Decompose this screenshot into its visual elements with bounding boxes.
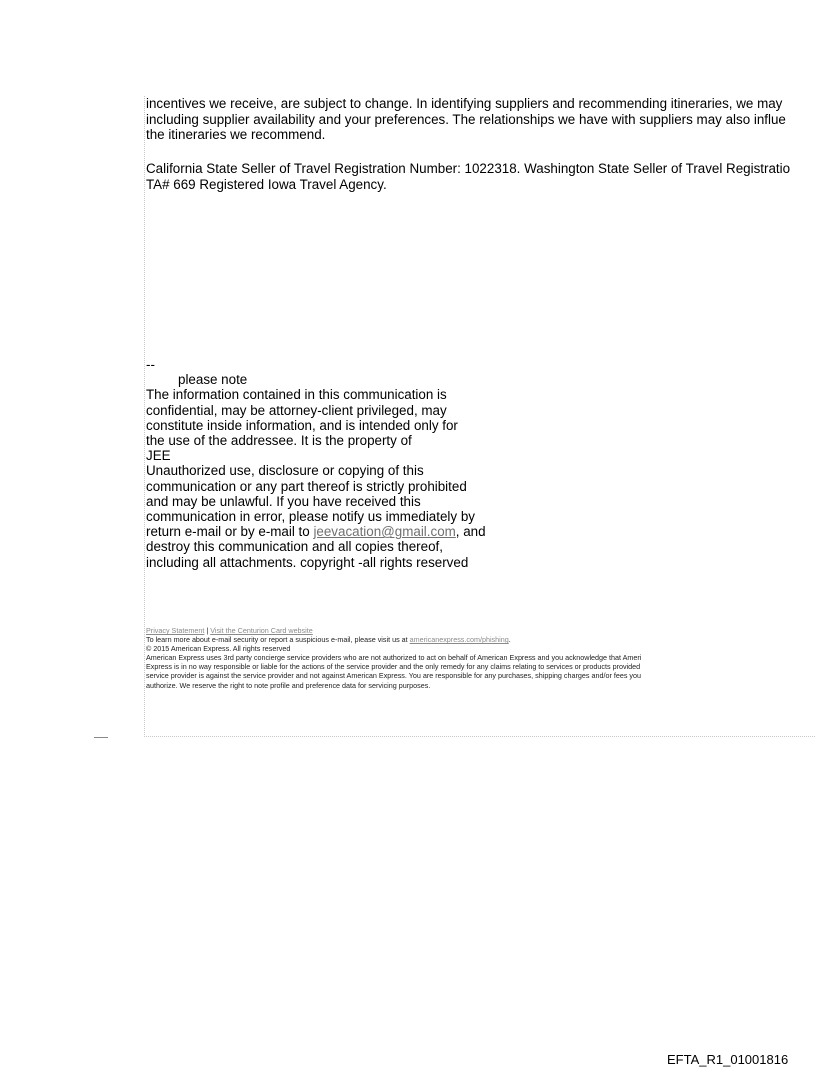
- signature-separator: --: [146, 357, 155, 372]
- signature-return-line: [146, 524, 546, 539]
- text-line: TA# 669 Registered Iowa Travel Agency.: [146, 176, 387, 192]
- disclaimer-line: American Express uses 3rd party concierge service providers who are not authorized to act on behalf of American Express and you acknowledge that Ameri: [146, 653, 642, 663]
- signature-line: destroy this communication and all copies thereof,: [146, 539, 443, 555]
- copyright-notice: © 2015 American Express. All rights reserved: [146, 644, 291, 654]
- signature-line: The information contained in this communication is: [146, 387, 447, 403]
- signature-line: including all attachments. copyright -all rights reserved: [146, 554, 469, 570]
- return-suffix: , and: [455, 524, 486, 540]
- text-line: including supplier availability and your preferences. The relationships we have with suppliers may also influe: [146, 111, 786, 127]
- agency-disclosure-paragraph: [146, 96, 816, 143]
- text-line: the itineraries we recommend.: [146, 127, 326, 142]
- centurion-card-link[interactable]: Visit the Centurion Card website: [210, 626, 313, 635]
- email-signature: [146, 357, 546, 570]
- document-id-stamp: EFTA_R1_01001816: [667, 1052, 789, 1067]
- signature-heading: please note: [178, 372, 248, 388]
- footer-link-separator: |: [204, 626, 211, 635]
- email-link[interactable]: jeevacation@gmail.com: [313, 524, 456, 540]
- signature-line: Unauthorized use, disclosure or copying of this: [146, 463, 424, 479]
- signature-line: communication in error, please notify us immediately by: [146, 509, 475, 525]
- text-line: incentives we receive, are subject to change. In identifying suppliers and recommending itineraries, we may: [146, 96, 783, 111]
- privacy-statement-link[interactable]: Privacy Statement: [146, 626, 205, 635]
- signature-line: constitute inside information, and is intended only for: [146, 417, 458, 433]
- signature-line: the use of the addressee. It is the property of: [146, 433, 412, 449]
- signature-line: confidential, may be attorney-client privileged, may: [146, 402, 447, 418]
- signature-line: JEE: [146, 448, 171, 464]
- disclaimer-line: Express is in no way responsible or liable for the actions of the service provider and the only remedy for any claims relating to services or products provided: [146, 662, 641, 672]
- text-line: California State Seller of Travel Registration Number: 1022318. Washington State Seller of Travel Registratio: [146, 161, 791, 176]
- disclaimer-line: authorize. We reserve the right to note profile and preference data for servicing purposes.: [146, 680, 431, 690]
- phishing-link[interactable]: americanexpress.com/phishing: [409, 635, 509, 645]
- disclaimer-line: service provider is against the service provider and not against American Express. You are responsible for any purchases, shipping charges and/or fees you: [146, 671, 642, 681]
- divider-mark: [94, 737, 108, 738]
- security-text: To learn more about e-mail security or report a suspicious e-mail, please visit us at: [146, 635, 410, 645]
- amex-footer: [146, 626, 816, 690]
- signature-line: and may be unlawful. If you have received this: [146, 493, 421, 509]
- footer-links: [146, 626, 816, 635]
- security-notice: [146, 635, 816, 644]
- return-prefix: return e-mail or by e-mail to: [146, 524, 314, 540]
- seller-of-travel-paragraph: [146, 161, 816, 192]
- signature-line: communication or any part thereof is strictly prohibited: [146, 478, 467, 494]
- security-end: .: [508, 635, 511, 645]
